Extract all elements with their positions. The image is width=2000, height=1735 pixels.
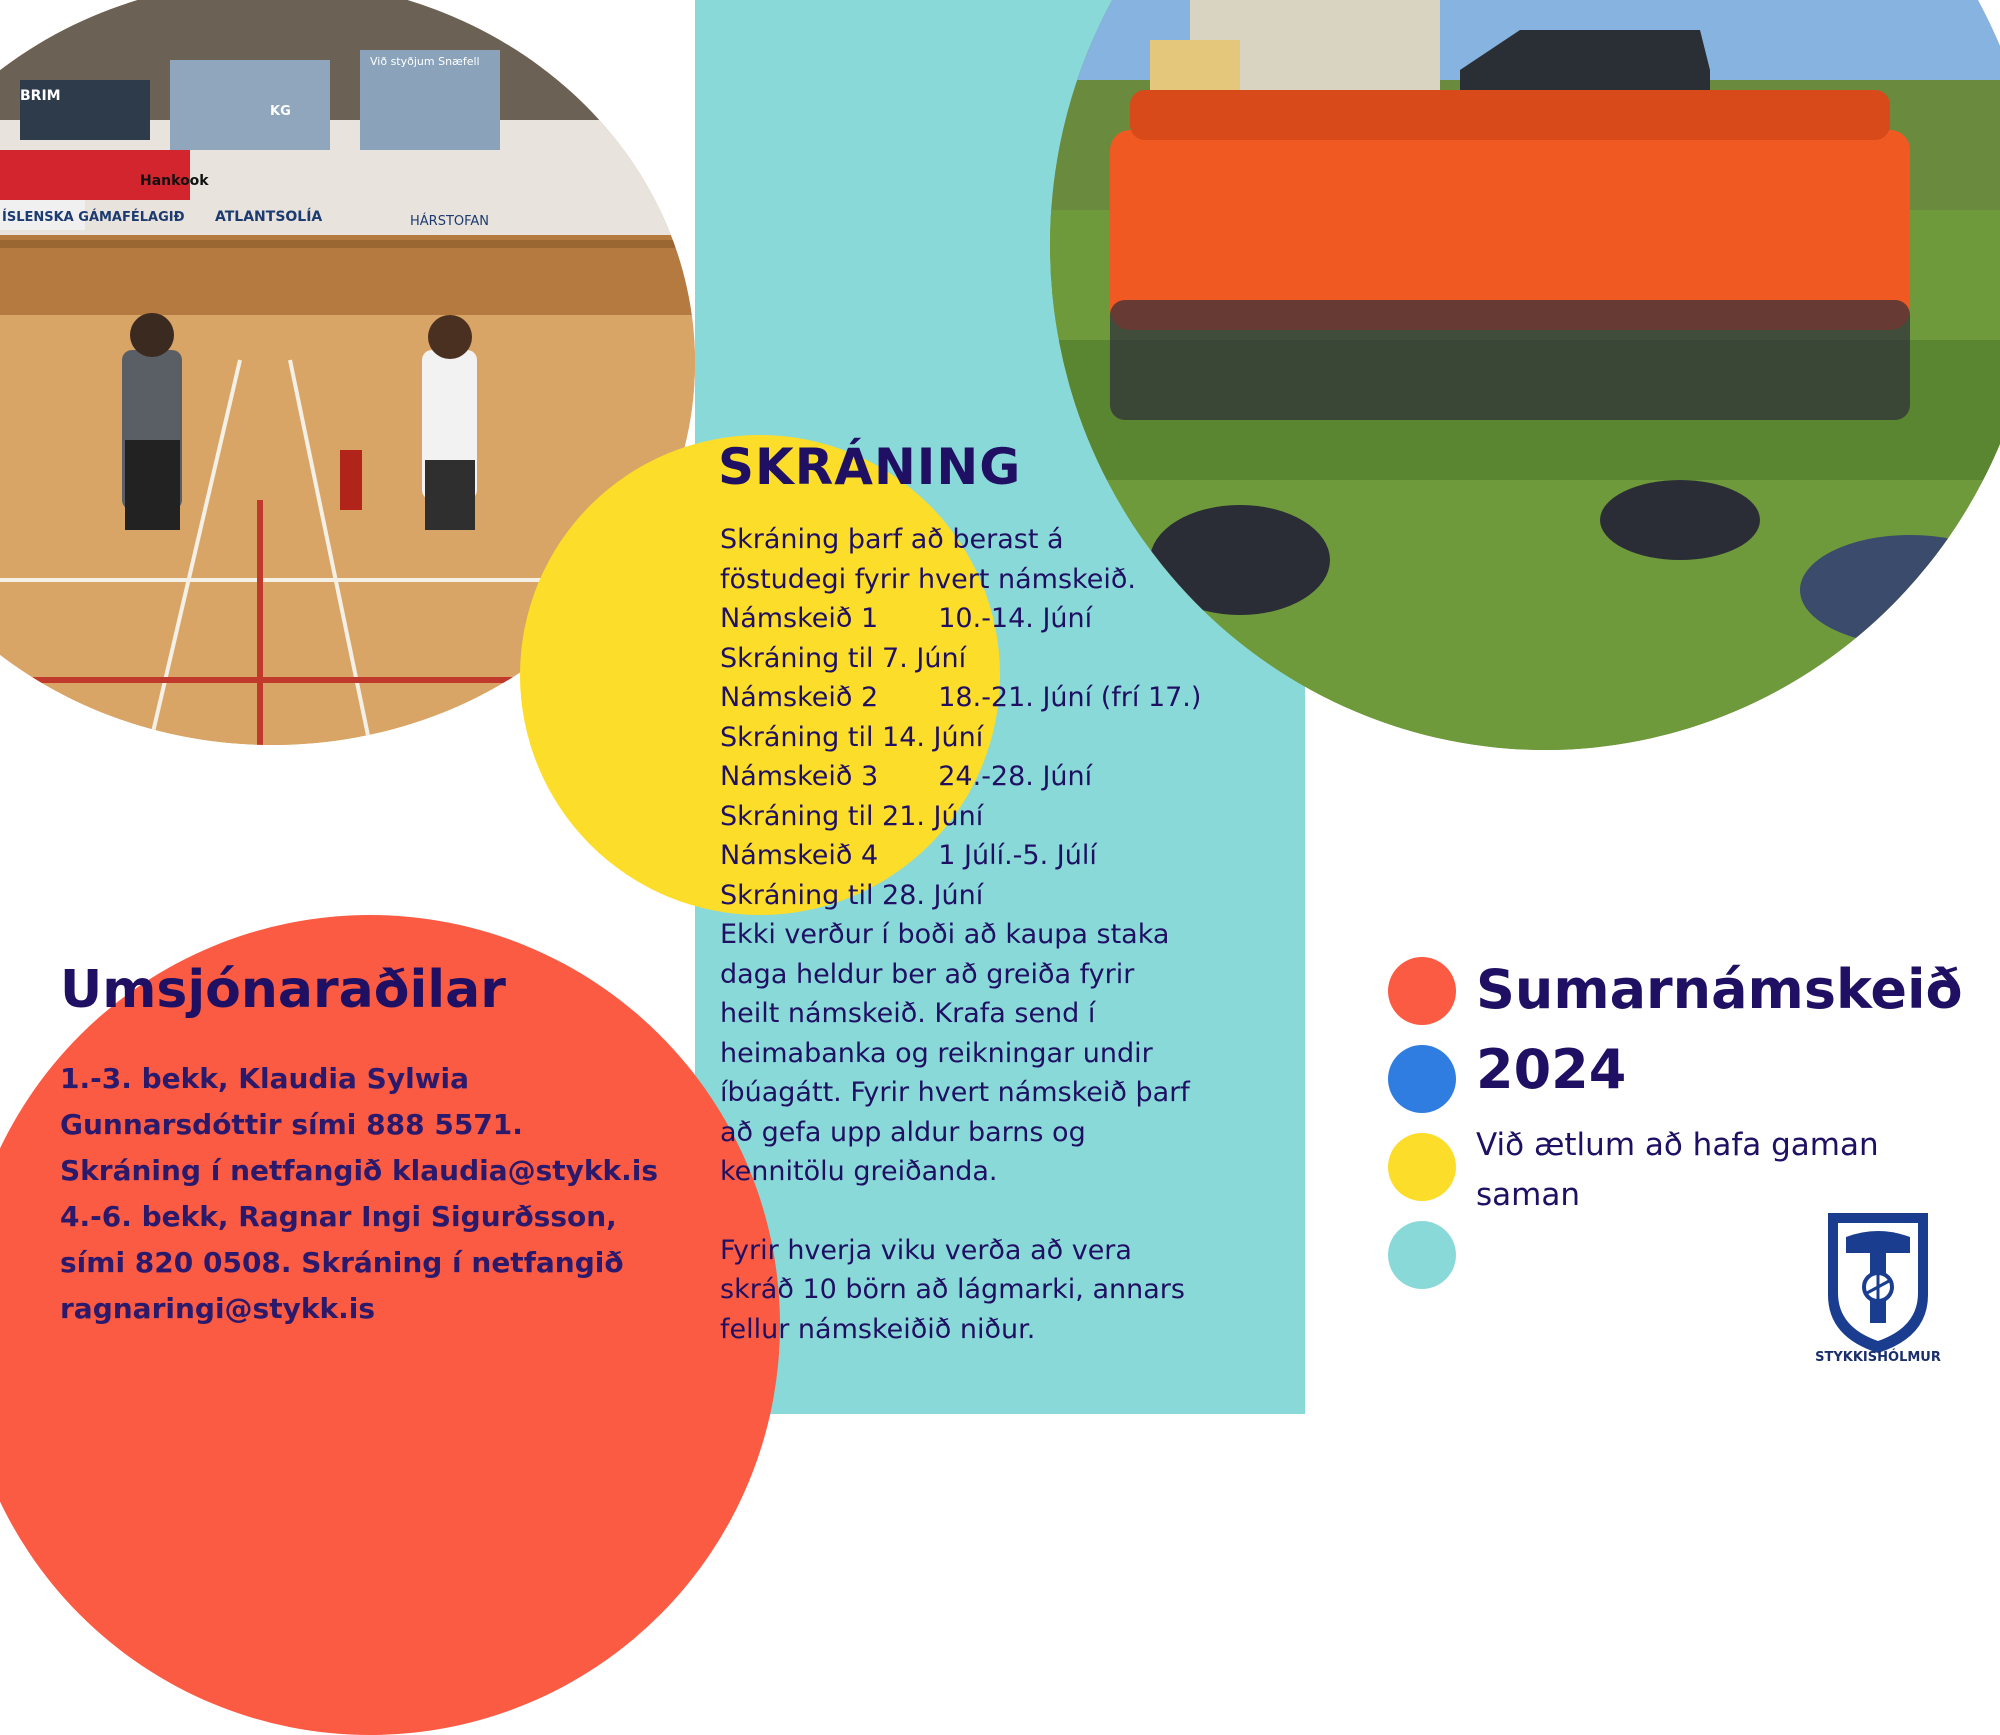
registration-line: Skráning þarf að berast á — [720, 524, 1064, 555]
payment-info-line: daga heldur ber að greiða fyrir — [720, 958, 1135, 990]
teal-dot — [1388, 1221, 1456, 1289]
contact-line: 4.-6. bekk, Ragnar Ingi Sigurðsson, — [60, 1200, 617, 1233]
course-4-deadline: Skráning til 28. Júní — [720, 879, 984, 911]
contact-line: Gunnarsdóttir sími 888 5571. — [60, 1108, 523, 1141]
yellow-dot — [1388, 1133, 1456, 1201]
logo-text: STYKKISHÓLMUR — [1815, 1350, 1941, 1365]
registration-title: SKRÁNING — [718, 438, 1022, 496]
course-4-dates: Námskeið 4 1 Júlí.-5. Júlí — [720, 840, 1097, 871]
contacts-title: Umsjónaraðilar — [60, 960, 506, 1020]
contact-line: Skráning í netfangið klaudia@stykk.is — [60, 1154, 659, 1187]
banner-harstofan: HÁRSTOFAN — [410, 214, 490, 229]
blue-dot — [1388, 1045, 1456, 1113]
course-3-deadline: Skráning til 21. Júní — [720, 800, 984, 832]
banner-snaefell: Við styðjum Snæfell — [370, 55, 480, 68]
course-3-dates: Námskeið 3 24.-28. Júní — [720, 761, 1093, 792]
banner-hankook: Hankook — [140, 173, 209, 189]
banner-kg: KG — [270, 104, 291, 119]
paragraph-gap — [720, 1192, 1240, 1231]
course-1-deadline: Skráning til 7. Júní — [720, 642, 967, 674]
summer-title-line: Sumarnámskeið — [1476, 958, 1963, 1021]
payment-info-line: kennitölu greiðanda. — [720, 1156, 998, 1187]
payment-info-line: heilt námskeið. Krafa send í — [720, 998, 1096, 1029]
summer-subtitle: Við ætlum að hafa gaman saman — [1476, 1127, 1879, 1213]
payment-info-line: að gefa upp aldur barns og — [720, 1116, 1086, 1148]
minimum-info-line: fellur námskeiðið niður. — [720, 1313, 1036, 1345]
minimum-info-line: skráð 10 börn að lágmarki, annars — [720, 1274, 1185, 1305]
banner-atlantsolia: ATLANTSOLÍA — [215, 209, 323, 225]
course-2-deadline: Skráning til 14. Júní — [720, 721, 984, 753]
course-2-dates: Námskeið 2 18.-21. Júní (frí 17.) — [720, 682, 1202, 713]
summer-year: 2024 — [1476, 1038, 1627, 1101]
contact-line: 1.-3. bekk, Klaudia Sylwia — [60, 1062, 470, 1095]
payment-info-line: Ekki verður í boði að kaupa staka — [720, 919, 1170, 950]
banner-gamafelagid: ÍSLENSKA GÁMAFÉLAGIÐ — [2, 210, 185, 225]
payment-info-line: íbúagátt. Fyrir hvert námskeið þarf — [720, 1077, 1190, 1108]
registration-line: föstudegi fyrir hvert námskeið. — [720, 563, 1136, 595]
summer-course-title — [1476, 950, 1996, 1110]
contact-line: sími 820 0508. Skráning í netfangið — [60, 1246, 624, 1279]
contact-line: ragnaringi@stykk.is — [60, 1292, 375, 1325]
minimum-info-line: Fyrir hverja viku verða að vera — [720, 1234, 1132, 1266]
payment-info-line: heimabanka og reikningar undir — [720, 1037, 1153, 1069]
red-dot — [1388, 957, 1456, 1025]
course-1-dates: Námskeið 1 10.-14. Júní — [720, 603, 1093, 634]
banner-brim: BRIM — [20, 88, 61, 104]
contacts-text — [60, 1056, 680, 1332]
registration-text — [720, 520, 1240, 1349]
